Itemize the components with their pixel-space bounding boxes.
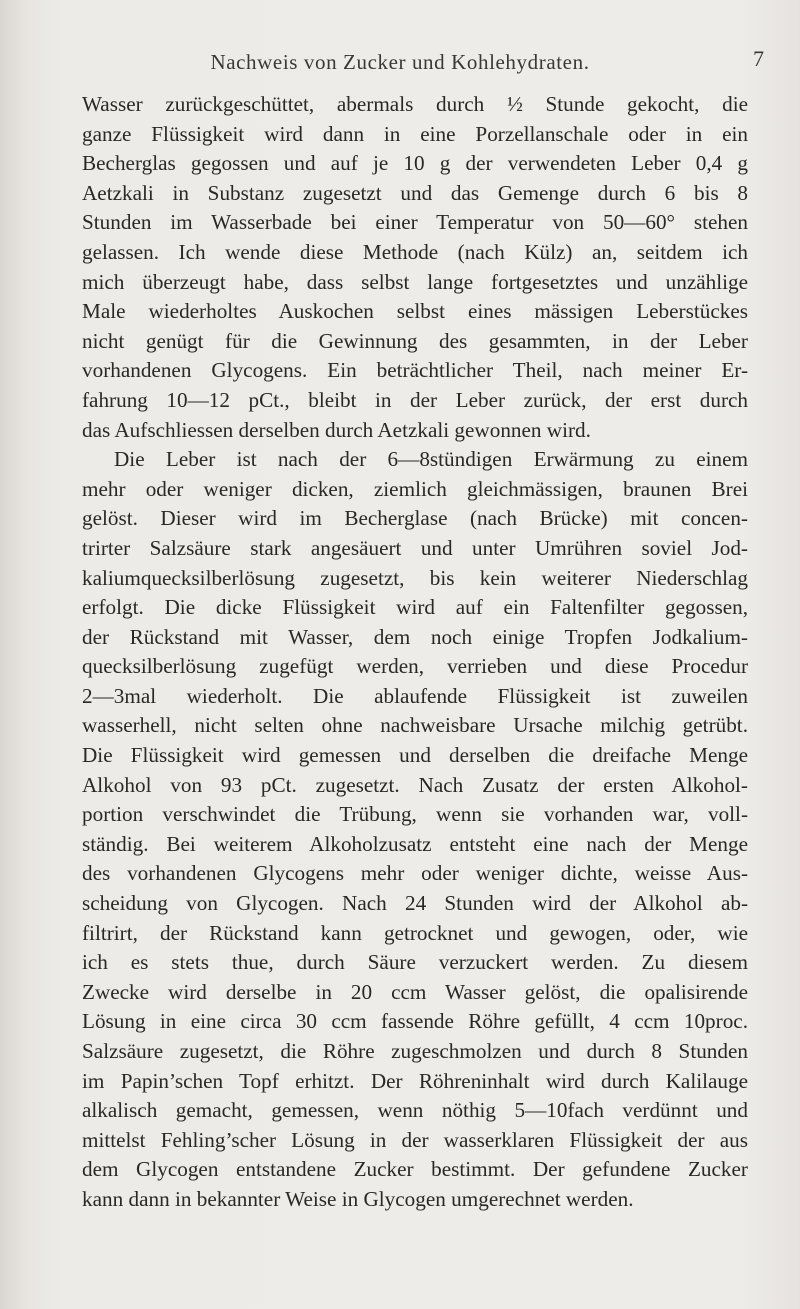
text-line: Becherglas gegossen und auf je 10 g der verwendeten Leber 0,4 g	[82, 151, 748, 176]
text-line: Salzsäure zugesetzt, die Röhre zugeschmolzen und durch 8 Stunden	[82, 1039, 748, 1063]
page-number: 7	[753, 46, 764, 71]
text-line: im Papin’schen Topf erhitzt. Der Röhreninhalt wird durch Kalilauge	[82, 1068, 748, 1093]
text-line: kann dann in bekannter Weise in Glycogen umgerechnet werden.	[82, 1186, 634, 1211]
text-line: ich es stets thue, durch Säure verzuckert werden. Zu diesem	[82, 950, 748, 975]
text-line: dem Glycogen entstandene Zucker bestimmt. Der gefundene Zucker	[82, 1157, 748, 1182]
text-line: fahrung 10—12 pCt., bleibt in der Leber zurück, der erst durch	[82, 387, 748, 412]
paragraph-2	[82, 445, 748, 1214]
text-line: Die Leber ist nach der 6—8stündigen Erwärmung zu einem	[114, 447, 748, 472]
text-line: Wasser zurückgeschüttet, abermals durch ½ Stunde gekocht, die	[82, 92, 748, 116]
text-line: mich überzeugt habe, dass selbst lange fortgesetztes und unzählige	[82, 269, 748, 294]
text-line: gelöst. Dieser wird im Becherglase (nach Brücke) mit concen-	[82, 506, 748, 531]
text-line: kaliumquecksilberlösung zugesetzt, bis kein weiterer Niederschlag	[82, 565, 748, 590]
text-line: der Rückstand mit Wasser, dem noch einige Tropfen Jodkalium-	[82, 624, 748, 649]
text-line: Male wiederholtes Auskochen selbst eines mässigen Leberstückes	[82, 299, 748, 324]
text-line: Lösung in eine circa 30 ccm fassende Röhre gefüllt, 4 ccm 10proc.	[82, 1009, 748, 1034]
text-line: ständig. Bei weiterem Alkoholzusatz entsteht eine nach der Menge	[82, 831, 748, 856]
text-line: 2—3mal wiederholt. Die ablaufende Flüssigkeit ist zuweilen	[82, 683, 748, 708]
text-line: das Aufschliessen derselben durch Aetzkali gewonnen wird.	[82, 417, 591, 442]
page-header	[0, 46, 800, 82]
text-line: Aetzkali in Substanz zugesetzt und das Gemenge durch 6 bis 8	[82, 180, 748, 205]
text-line: mittelst Fehling’scher Lösung in der wasserklaren Flüssigkeit der aus	[82, 1127, 748, 1152]
text-line: trirter Salzsäure stark angesäuert und unter Umrühren soviel Jod-	[82, 535, 748, 560]
text-line: portion verschwindet die Trübung, wenn sie vorhanden war, voll-	[82, 802, 748, 827]
text-line: Alkohol von 93 pCt. zugesetzt. Nach Zusatz der ersten Alkohol-	[82, 772, 748, 797]
text-line: erfolgt. Die dicke Flüssigkeit wird auf ein Faltenfilter gegossen,	[82, 595, 748, 620]
text-line: Stunden im Wasserbade bei einer Temperatur von 50—60° stehen	[82, 210, 748, 235]
running-title: Nachweis von Zucker und Kohlehydraten.	[210, 50, 590, 74]
text-line: Zwecke wird derselbe in 20 ccm Wasser gelöst, die opalisirende	[82, 979, 748, 1004]
text-line: gelassen. Ich wende diese Methode (nach Külz) an, seitdem ich	[82, 239, 748, 264]
text-line: scheidung von Glycogen. Nach 24 Stunden wird der Alkohol ab-	[82, 891, 748, 916]
text-line: des vorhandenen Glycogens mehr oder weniger dichte, weisse Aus-	[82, 861, 748, 886]
text-line: mehr oder weniger dicken, ziemlich gleichmässigen, braunen Brei	[82, 476, 748, 501]
text-line: quecksilberlösung zugefügt werden, verrieben und diese Procedur	[82, 654, 748, 679]
text-line: vorhandenen Glycogens. Ein beträchtlicher Theil, nach meiner Er-	[82, 358, 748, 383]
text-line: ganze Flüssigkeit wird dann in eine Porzellanschale oder in ein	[82, 121, 748, 146]
paragraph-1	[82, 90, 748, 445]
text-line: nicht genügt für die Gewinnung des gesammten, in der Leber	[82, 328, 748, 353]
text-line: wasserhell, nicht selten ohne nachweisbare Ursache milchig getrübt.	[82, 713, 748, 738]
text-line: Die Flüssigkeit wird gemessen und derselben die dreifache Menge	[82, 743, 748, 768]
text-line: alkalisch gemacht, gemessen, wenn nöthig 5—10fach verdünnt und	[82, 1098, 748, 1123]
text-line: filtrirt, der Rückstand kann getrocknet und gewogen, oder, wie	[82, 920, 748, 945]
body-text	[82, 90, 748, 1215]
